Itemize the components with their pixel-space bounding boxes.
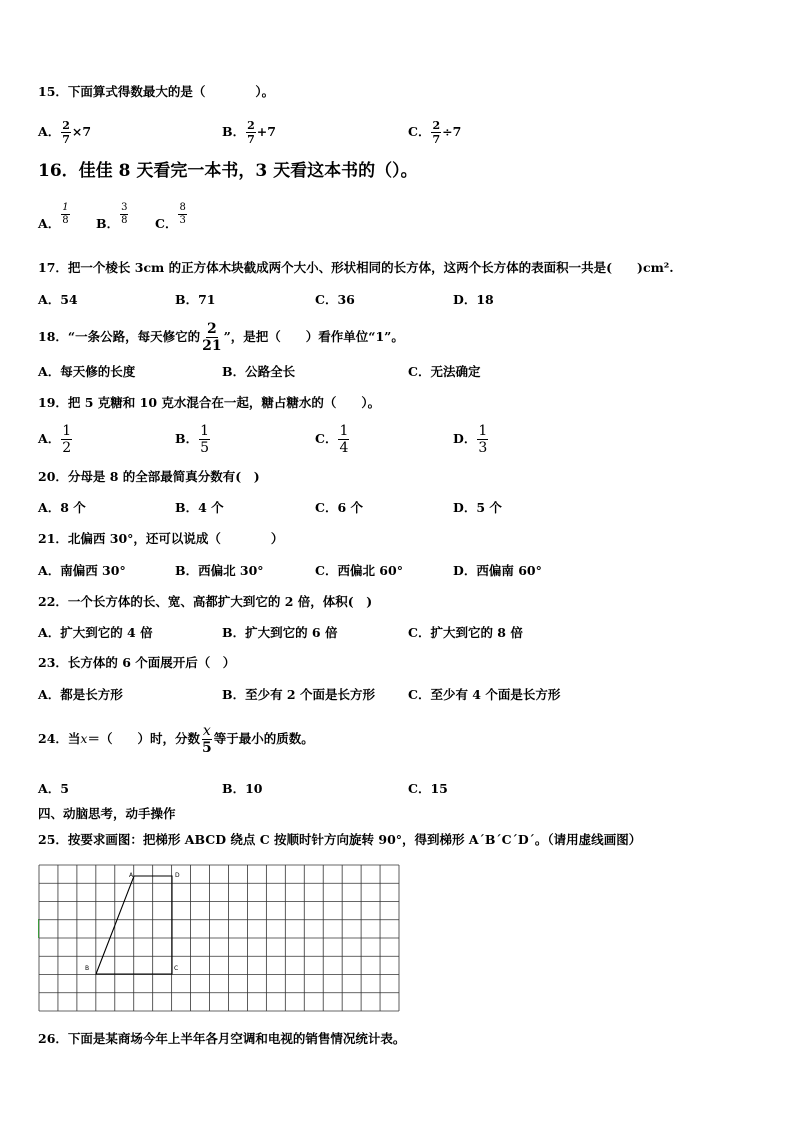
stem-text: 等于最小的质数。 xyxy=(213,731,314,746)
grid-lines xyxy=(39,865,399,1011)
q18-option-a: A．每天修的长度 xyxy=(38,364,136,379)
fraction: $\frac{2}{21}$ xyxy=(202,321,222,354)
q24-option-c: C．15 xyxy=(408,781,448,796)
q20-option-b: B．4 个 xyxy=(175,500,224,515)
stem-text: 24．当 xyxy=(38,731,81,746)
q23-option-a: A．都是长方形 xyxy=(38,687,123,702)
q17-option-a: A．54 xyxy=(38,292,78,307)
q24-stem xyxy=(38,724,314,755)
q15-option-a xyxy=(38,120,91,145)
fraction: $\frac{2}{7}$ xyxy=(62,119,70,146)
q21-option-b: B．西偏北 30° xyxy=(175,563,264,578)
fraction: $\frac{1}{4}$ xyxy=(339,423,349,456)
q19-option-d xyxy=(453,424,489,455)
fraction: $\frac{1}{3}$ xyxy=(478,423,488,456)
q23-option-b: B．至少有 2 个面是长方形 xyxy=(222,687,375,702)
q18-stem xyxy=(38,322,404,353)
q18-option-b: B．公路全长 xyxy=(222,364,296,379)
option-letter: D． xyxy=(453,431,477,446)
q23-option-c: C．至少有 4 个面是长方形 xyxy=(408,687,561,702)
q22-option-a: A．扩大到它的 4 倍 xyxy=(38,625,153,640)
q24-option-a: A．5 xyxy=(38,781,69,796)
operator: ×7 xyxy=(71,124,92,139)
stem-text: 18．“一条公路，每天修它的 xyxy=(38,329,201,344)
option-letter: B． xyxy=(96,216,120,231)
q25-grid-figure xyxy=(38,864,400,1016)
q15-option-c xyxy=(408,120,461,145)
stem-text: ＝（ ）时，分数 xyxy=(87,731,200,746)
q22-option-b: B．扩大到它的 6 倍 xyxy=(222,625,338,640)
q20-stem: 20．分母是 8 的全部最简真分数有( ) xyxy=(38,469,260,484)
stem-text: ”，是把（ ）看作单位“1”。 xyxy=(223,329,404,344)
q15-stem: 15．下面算式得数最大的是（ ）。 xyxy=(38,84,275,99)
fraction: $\frac{1}{8}$ xyxy=(62,202,69,226)
q17-option-d: D．18 xyxy=(453,292,494,307)
q16-option-c xyxy=(155,202,188,231)
q20-option-a: A．8 个 xyxy=(38,500,86,515)
q17-stem: 17．把一个棱长 3cm 的正方体木块截成两个大小、形状相同的长方体，这两个长方体的表面积一共是( )cm². xyxy=(38,260,674,275)
q26-stem: 26．下面是某商场今年上半年各月空调和电视的销售情况统计表。 xyxy=(38,1031,406,1046)
operator: +7 xyxy=(256,124,276,139)
option-letter: A． xyxy=(38,431,61,446)
q15-option-b xyxy=(222,120,276,145)
q21-option-a: A．南偏西 30° xyxy=(38,563,126,578)
variable: x xyxy=(80,731,88,746)
q25-stem: 25．按要求画图：把梯形 ABCD 绕点 C 按顺时针方向旋转 90°，得到梯形 A´B´C´D´。（请用虚线画图） xyxy=(38,832,642,847)
q23-stem: 23．长方体的 6 个面展开后（ ） xyxy=(38,655,236,670)
label-b: B xyxy=(85,965,90,972)
q21-option-d: D．西偏南 60° xyxy=(453,563,542,578)
q18-option-c: C．无法确定 xyxy=(408,364,481,379)
q19-option-a xyxy=(38,424,73,455)
q19-option-c xyxy=(315,424,350,455)
fraction: $\frac{3}{8}$ xyxy=(121,202,128,226)
q22-option-c: C．扩大到它的 8 倍 xyxy=(408,625,523,640)
q17-option-c: C．36 xyxy=(315,292,355,307)
label-c: C xyxy=(174,965,179,972)
fraction: $\frac{1}{2}$ xyxy=(62,423,72,456)
fraction: $\frac{2}{7}$ xyxy=(247,119,255,146)
operator: ÷7 xyxy=(442,124,462,139)
q16-stem: 16．佳佳 8 天看完一本书，3 天看这本书的（）。 xyxy=(38,161,418,181)
label-d: D xyxy=(175,872,180,879)
option-letter: A． xyxy=(38,216,61,231)
q17-option-b: B．71 xyxy=(175,292,216,307)
option-letter: A． xyxy=(38,124,61,139)
option-letter: B． xyxy=(222,124,246,139)
option-letter: B． xyxy=(175,431,199,446)
option-letter: C． xyxy=(155,216,178,231)
fraction: $\frac{8}{3}$ xyxy=(179,202,186,226)
fraction: $\frac{1}{5}$ xyxy=(200,423,209,456)
fraction: $\frac{x}{5}$ xyxy=(201,723,212,756)
label-a: A xyxy=(129,872,134,879)
q21-option-c: C．西偏北 60° xyxy=(315,563,403,578)
option-letter: C． xyxy=(315,431,338,446)
q20-option-d: D．5 个 xyxy=(453,500,502,515)
fraction: $\frac{2}{7}$ xyxy=(432,119,441,146)
q16-option-b xyxy=(96,202,129,231)
q20-option-c: C．6 个 xyxy=(315,500,363,515)
q21-stem: 21．北偏西 30°，还可以说成（ ） xyxy=(38,531,284,546)
q16-option-a xyxy=(38,202,71,231)
q19-option-b xyxy=(175,424,211,455)
option-letter: C． xyxy=(408,124,431,139)
q24-option-b: B．10 xyxy=(222,781,263,796)
grid-svg xyxy=(38,864,400,1012)
section-4-title: 四、动脑思考，动手操作 xyxy=(38,806,176,821)
q19-stem: 19．把 5 克糖和 10 克水混合在一起，糖占糖水的（ ）。 xyxy=(38,395,381,410)
q22-stem: 22．一个长方体的长、宽、高都扩大到它的 2 倍，体积( ) xyxy=(38,594,373,609)
